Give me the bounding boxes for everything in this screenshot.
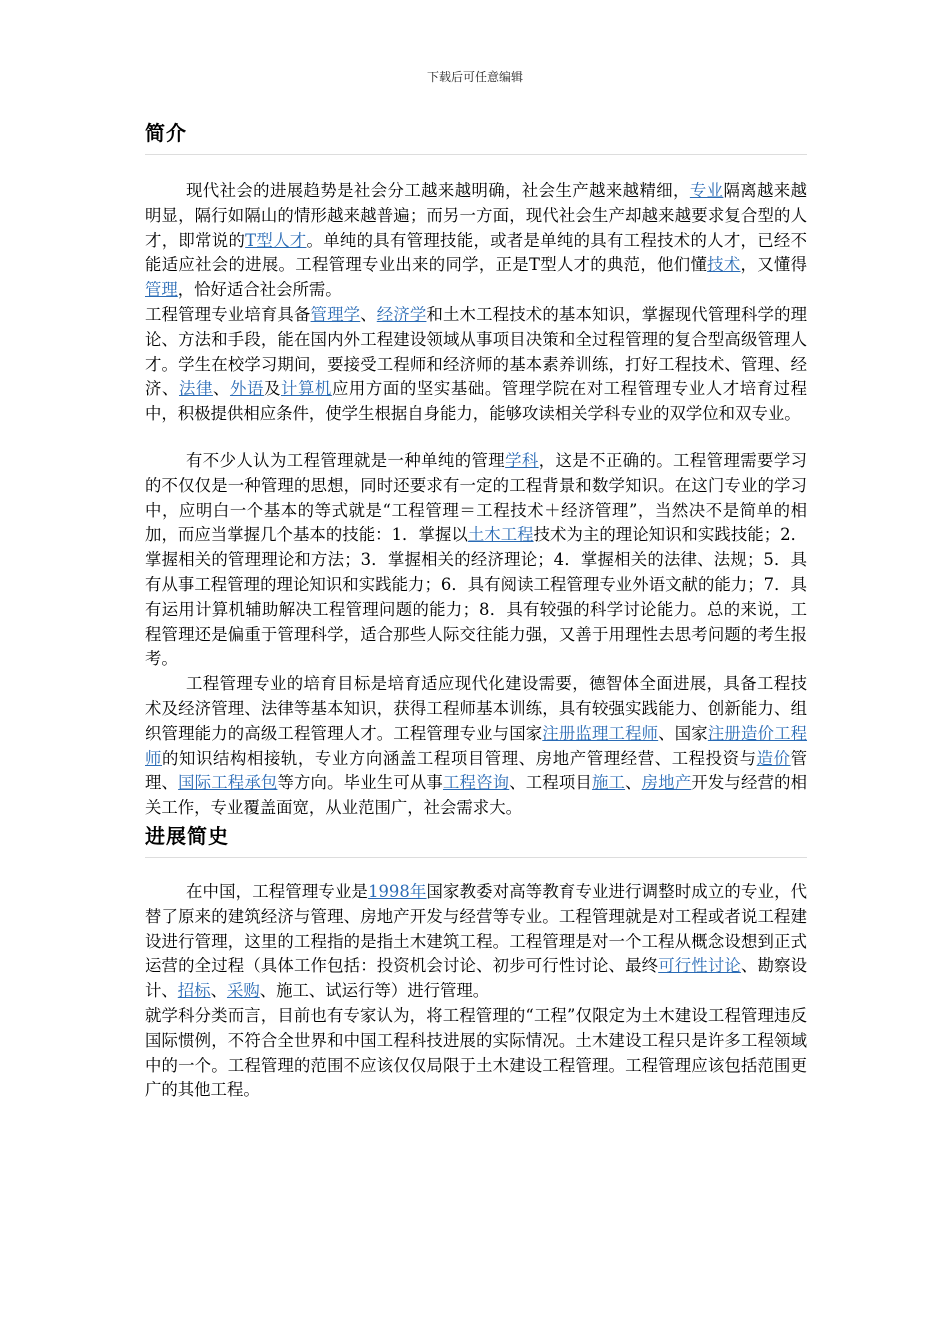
text-run: 、	[210, 981, 227, 1001]
inline-link[interactable]: 房地产	[641, 773, 692, 793]
text-run: 。单纯的具有管理技能，或者是单纯的具有工程技术的人才，已经不能适应社会的进展。工程管理专业出来的同学，正是T型人才的典范，他们懂	[145, 230, 808, 275]
text-run: 开发与经营的相关工作，专业覆盖面宽，从业范围广，社会需求大。	[145, 773, 808, 818]
inline-link[interactable]: 管理学	[310, 304, 361, 324]
inline-link[interactable]: 专业	[689, 181, 724, 200]
inline-link[interactable]: 施工	[591, 773, 626, 793]
inline-link[interactable]: 学科	[505, 450, 539, 470]
paragraph	[145, 303, 807, 427]
inline-link[interactable]: 招标	[177, 981, 211, 1001]
text-run: ，又懂得	[740, 255, 808, 275]
document-body	[145, 118, 807, 1103]
text-run: ，恰好适合社会所需。	[177, 280, 342, 300]
text-run: 技术为主的理论知识和实践技能；2．掌握相关的管理理论和方法；3．掌握相关的经济理论；4．掌握相关的法律、法规；5．具有从事工程管理的理论知识和实践能力；6．具有阅读工程管理专业外语文献的能力；7．具有运用计算机辅助解决工程管理问题的能力；8．具有较强的科学讨论能力。总的来说，工程管理还是偏重于管理科学，适合那些人际交往能力强，又善于用理性去思考问题的考生报考。	[145, 525, 807, 669]
text-run: 、施工、试运行等）进行管理。	[259, 981, 490, 1001]
inline-link[interactable]: 管理	[145, 280, 178, 300]
text-run: 国家教委对高等教育专业进行调整时成立的专业，代替了原来的建筑经济与管理、房地产开发与经营等专业。工程管理就是对工程或者说工程建设进行管理，这里的工程指的是指土木建筑工程。工程管理是对一个工程从概念设想到正式运营的全过程（具体工作包括：投资机会讨论、初步可行性讨论、最终	[145, 881, 808, 976]
inline-link[interactable]: 工程咨询	[442, 773, 510, 793]
page-header: 下载后可任意编辑	[426, 70, 523, 84]
inline-link[interactable]: 经济学	[376, 304, 427, 324]
paragraph	[145, 672, 807, 821]
paragraph	[145, 880, 807, 1004]
text-run: 、勘察设计、	[145, 956, 808, 1001]
inline-link[interactable]: 可行性讨论	[658, 956, 741, 976]
text-run: 在中国，工程管理专业是	[186, 881, 369, 901]
inline-link[interactable]: T型人才	[245, 230, 307, 250]
inline-link[interactable]: 造价	[756, 748, 791, 768]
inline-link[interactable]: 土木工程	[467, 525, 534, 545]
inline-link[interactable]: 外语	[229, 379, 264, 399]
section-history	[145, 821, 807, 1103]
inline-link[interactable]: 注册造价工程师	[145, 723, 808, 768]
text-run: ，这是不正确的。工程管理需要学习的不仅仅是一种管理的思想，同时还要求有一定的工程背景和数学知识。在这门专业的学习中，应明白一个基本的等式就是“工程管理＝工程技术＋经济管理”，当然决不是简单的相加，而应当掌握几个基本的技能：1．掌握以	[145, 450, 808, 545]
text-run: 、	[212, 379, 230, 399]
text-run: 等方向。毕业生可从事	[277, 773, 443, 793]
inline-link[interactable]: 1998年	[368, 881, 427, 901]
text-run: 隔离越来越明显，隔行如隔山的情形越来越普遍；而另一方面，现代社会生产却越来越要求复合型的人才，即常说的	[145, 181, 808, 250]
text-run: 、	[360, 304, 377, 324]
text-run: 工程管理专业培育具备	[145, 304, 311, 324]
text-run: 及	[263, 379, 281, 399]
paragraph	[145, 1004, 807, 1103]
text-run: 管理、	[145, 748, 808, 793]
inline-link[interactable]: 计算机	[280, 379, 332, 399]
inline-link[interactable]: 国际工程承包	[178, 773, 278, 793]
paragraph	[145, 449, 807, 672]
text-run: 应用方面的坚实基础。管理学院在对工程管理专业人才培育过程中，积极提供相应条件，使学生根据自身能力，能够攻读相关学科专业的双学位和双专业。	[145, 379, 808, 424]
text-run: 、	[625, 773, 642, 793]
text-run: 、工程项目	[509, 773, 592, 793]
inline-link[interactable]: 法律	[178, 379, 213, 399]
inline-link[interactable]: 注册监理工程师	[542, 723, 659, 743]
text-run: 、国家	[658, 723, 708, 743]
section-intro	[145, 118, 807, 821]
text-run: 和土木工程技术的基本知识，掌握现代管理科学的理论、方法和手段，能在国内外工程建设领域从事项目决策和全过程管理的复合型高级管理人才。学生在校学习期间，要接受工程师和经济师的基本素养训练，打好工程技术、管理、经济、	[145, 304, 808, 399]
inline-link[interactable]: 技术	[707, 255, 741, 275]
text-run: 的知识结构相接轨，专业方向涵盖工程项目管理、房地产管理经营、工程投资与	[162, 748, 757, 768]
text-run: 现代社会的进展趋势是社会分工越来越明确，社会生产越来越精细，	[186, 181, 690, 200]
section-title: 进展简史	[145, 821, 807, 858]
inline-link[interactable]: 采购	[226, 981, 260, 1001]
section-title: 简介	[145, 118, 807, 155]
paragraph	[145, 179, 807, 303]
text-run: 就学科分类而言，目前也有专家认为，将工程管理的“工程”仅限定为土木建设工程管理违反国际惯例，不符合全世界和中国工程科技进展的实际情况。土木建设工程只是许多工程领域中的一个。工程管理的范围不应该仅仅局限于土木建设工程管理。工程管理应该包括范围更广的其他工程。	[145, 1005, 807, 1100]
text-run: 工程管理专业的培育目标是培育适应现代化建设需要，德智体全面进展，具备工程技术及经济管理、法律等基本知识，获得工程师基本训练，具有较强实践能力、创新能力、组织管理能力的高级工程管理人才。工程管理专业与国家	[145, 674, 807, 743]
text-run: 有不少人认为工程管理就是一种单纯的管理	[186, 450, 506, 470]
